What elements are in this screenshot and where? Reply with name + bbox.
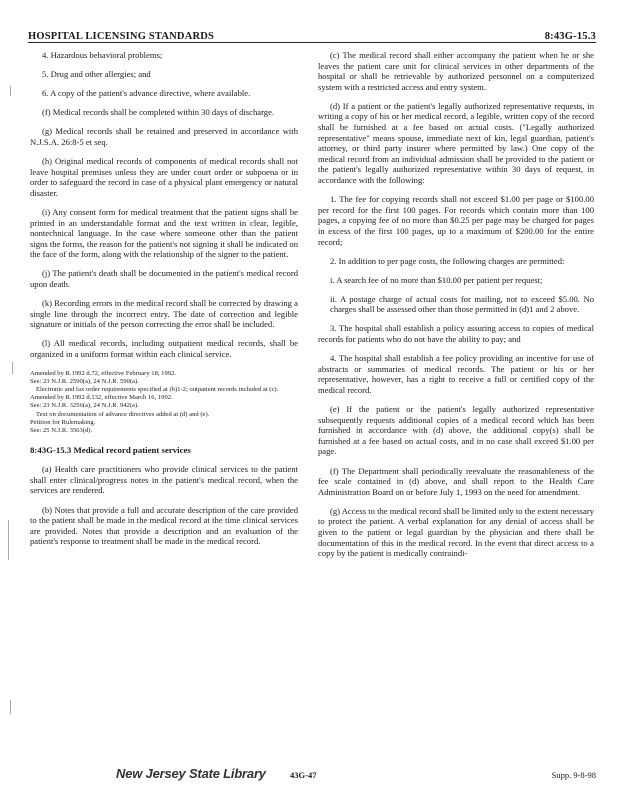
section-paragraph-d: (d) If a patient or the patient's legally authorized representative requests, in writing a copy of his or her medical record, a legible, written copy of the record shall be furnished at a fee based on actual costs. ("Legally authorized representative" means spouse, immediate next of kin, legal guardian, patient's attorney, or third party insurer where permitted by law.) One copy of the medical record from an individual admission shall be provided to the patient or the patient's legally authorized representative within 30 days of request, in accordance with the following:: [318, 100, 594, 186]
subparagraph-d1: 1. The fee for copying records shall not exceed $1.00 per page or $100.00 per record for the first 100 pages. For records which contain more than 100 pages, a copying fee of no more than $0.25 per page may be charged for pages in excess of the first 100 pages, up to a maximum of $200.00 for the entire record;: [318, 194, 594, 247]
header-section-code: 8:43G-15.3: [544, 31, 596, 42]
page-number: 43G-47: [290, 770, 317, 780]
list-item: 6. A copy of the patient's advance directive, where available.: [42, 88, 251, 99]
list-item: 4. Hazardous behavioral problems;: [42, 50, 163, 60]
section-heading: 8:43G-15.3 Medical record patient services: [30, 445, 191, 456]
supplement-date: Supp. 9-8-98: [551, 770, 596, 780]
subparagraph-d2: 2. In addition to per page costs, the following charges are permitted:: [330, 255, 565, 266]
margin-mark: [10, 86, 11, 96]
amendment-line: See: 25 N.J.R. 3563(d).: [30, 426, 93, 434]
paragraph-h: (h) Original medical records of components of medical records shall not leave hospital premises unless they are under court order or subpoena or in order to safeguard the record in case of a physical plant emergency or natural disaster.: [30, 156, 298, 198]
margin-mark: [12, 362, 13, 374]
subparagraph-d4: 4. The hospital shall establish a fee policy providing an incentive for use of abstracts or summaries of medical records. The patient or his or her representative, however, has a right to receive a full or certified copy of the medical record.: [318, 353, 594, 395]
section-paragraph-c: (c) The medical record shall either accompany the patient when he or she leaves the patient care unit for clinical services in other departments of the hospital or shall be retrievable by authorized personnel on a computerized system with a restricted access and entry system.: [318, 50, 594, 92]
amendment-line: See: 23 N.J.R. 3256(a), 24 N.J.R. 942(a).: [30, 402, 139, 410]
left-column: [30, 50, 298, 555]
section-paragraph-g: (g) Access to the medical record shall be limited only to the extent necessary to protect the patient. A verbal explanation for any denial of access shall be given to the patient or legal guardian by the physician and there shall be documentation of this in the medical record. In the event that direct access to a copy by the patient is medically contraindi-: [318, 505, 594, 559]
paragraph-l: (l) All medical records, including outpatient medical records, shall be organized in a uniform format within each clinical service.: [30, 338, 298, 359]
running-header: [28, 24, 596, 43]
paragraph-i: (i) Any consent form for medical treatment that the patient signs shall be printed in an understandable format and the text written in clear, legible, nontechnical language. In the case where someone other than the patient signs the forms, the reason for the patient's not signing it shall be indicated on the face of the form, along with the relationship of the signer to the patient.: [30, 206, 298, 260]
library-stamp: New Jersey State Library: [116, 766, 266, 781]
paragraph-k: (k) Recording errors in the medical record shall be corrected by drawing a single line through the incorrect entry. The date of correction and legible signature or initials of the person correcting the error shall be included.: [30, 298, 298, 330]
amendment-line: Amended by R.1992 d.132, effective March 16, 1992.: [30, 394, 173, 402]
section-paragraph-b: (b) Notes that provide a full and accurate description of the care provided to the patient shall be made in the medical record at the time clinical services are provided. Notes that provide a description and an evaluation of the patient's response to treatment shall be made in the medical record.: [30, 504, 298, 547]
section-paragraph-f: (f) The Department shall periodically reevaluate the reasonableness of the fee scale contained in (d) above, and shall report to the Health Care Administration Board on or before July 1, 1993 on the need for amendment.: [318, 465, 594, 497]
list-item: 5. Drug and other allergies; and: [42, 69, 151, 80]
page-footer: [28, 768, 596, 790]
right-column: [318, 50, 594, 567]
amendment-history: [30, 370, 298, 436]
amendment-line: Petition for Rulemaking.: [30, 418, 96, 426]
paragraph-j: (j) The patient's death shall be documented in the patient's medical record upon death.: [30, 268, 298, 289]
subparagraph-d3: 3. The hospital shall establish a policy assuring access to copies of medical records for patients who do not have the ability to pay; and: [318, 323, 594, 345]
amendment-line: See: 23 N.J.R. 2590(a), 24 N.J.R. 590(a).: [30, 377, 139, 385]
margin-mark: [8, 520, 9, 560]
subparagraph-d2ii: ii. A postage charge of actual costs for mailing, not to exceed $5.00. No charges shall be assessed other than those permitted in (d)1 and 2 above.: [330, 293, 594, 315]
amendment-line: Text on documentation of advance directives added at (d) and (e).: [36, 410, 210, 418]
amendment-line: Amended by R.1992 d.72, effective February 18, 1992.: [30, 369, 177, 377]
section-paragraph-a: (a) Health care practitioners who provide clinical services to the patient shall enter clinical/progress notes in the patient's medical record, when the services are rendered.: [30, 464, 298, 496]
header-title: HOSPITAL LICENSING STANDARDS: [28, 31, 215, 42]
paragraph-f: (f) Medical records shall be completed within 30 days of discharge.: [42, 107, 275, 118]
paragraph-g: (g) Medical records shall be retained and preserved in accordance with N.J.S.A. 26:8-5 et seq.: [30, 126, 298, 147]
margin-mark: [10, 700, 11, 714]
section-paragraph-e: (e) If the patient or the patient's legally authorized representative subsequently requests additional copies of a medical record which has been furnished in accordance with (d) above, the additional copy(s) shall be furnished at a fee based on actual costs, and in no case shall exceed $1.00 per page.: [318, 404, 594, 457]
subparagraph-d2i: i. A search fee of no more than $10.00 per patient per request;: [330, 274, 543, 285]
amendment-line: Electronic and fax order requirements specified at (b)1-2; outpatient records included at (c).: [36, 385, 279, 393]
